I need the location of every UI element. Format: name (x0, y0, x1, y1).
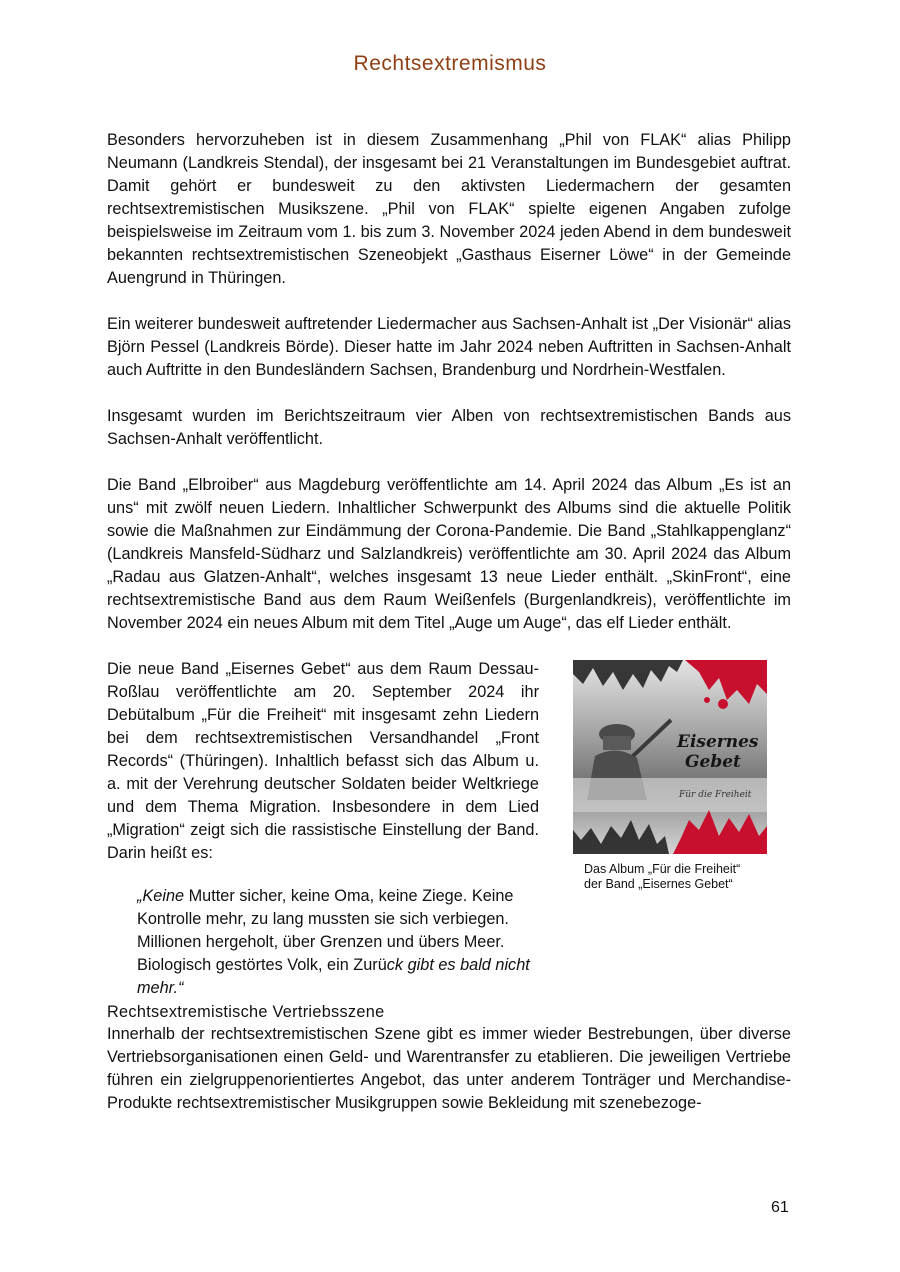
paragraph-bands-releases: Die Band „Elbroiber“ aus Magdeburg veröffentlichte am 14. April 2024 das Album „Es ist an uns“ mit zwölf neuen Liedern. Inhaltlicher Schwerpunkt des Albums sind die aktuelle Politik sowie die Maßnahmen zur Eindämmung der Corona-Pandemie. Die Band „Stahlkappenglanz“ (Landkreis Mansfeld-Südharz und Salzlandkreis) veröffentlichte am 30. April 2024 das Album „Radau aus Glatzen-Anhalt“, welches insgesamt 13 neue Lieder enthält. „SkinFront“, eine rechtsextremistische Band aus dem Raum Weißenfels (Burgenlandkreis), veröffentlichte im November 2024 ein neues Album mit dem Titel „Auge um Auge“, das elf Lieder enthält. (107, 476, 791, 632)
quote-close: ck gibt es bald nicht mehr.“ (137, 956, 530, 997)
caption-line-1: Das Album „Für die Freiheit“ (584, 862, 741, 876)
album-title-text: Für die Freiheit (679, 790, 752, 800)
quote-open: „Keine (137, 887, 185, 905)
album-logo-eisernes: Eisernes (677, 732, 759, 752)
album-cover-image (573, 660, 767, 854)
paragraph-alben-summary: Insgesamt wurden im Berichtszeitraum vier Alben von rechtsextremistischen Bands aus Sachsen-Anhalt veröffentlicht. (107, 407, 791, 448)
song-quote (137, 885, 567, 1000)
section-heading: Rechtsextremistische Vertriebsszene (107, 1003, 385, 1021)
paragraph-der-visionaer: Ein weiterer bundesweit auftretender Liedermacher aus Sachsen-Anhalt ist „Der Visionär“ alias Björn Pessel (Landkreis Börde). Dieser hatte im Jahr 2024 neben Auftritten in Sachsen-Anhalt auch Auftritte in den Bundesländern Sachsen, Brandenburg und Nordrhein-Westfalen. (107, 315, 791, 379)
paragraph-vertriebsszene: Innerhalb der rechtsextremistischen Szene gibt es immer wieder Bestrebungen, über diverse Vertriebsorganisationen einen Geld- und Warentransfer zu etablieren. Die jeweiligen Vertriebe führen ein zielgruppenorientiertes Angebot, das unter anderem Tonträger und Merchandise-Produkte rechtsextremistischer Musikgruppen sowie Bekleidung mit szenebezoge- (107, 1025, 791, 1112)
paragraph-phil-von-flak: Besonders hervorzuheben ist in diesem Zusammenhang „Phil von FLAK“ alias Philipp Neumann (Landkreis Stendal), der insgesamt bei 21 Veranstaltungen im Bundesgebiet auftrat. Damit gehört er bundesweit zu den aktivsten Liedermachern der gesamten rechtsextremistischen Musikszene. „Phil von FLAK“ spielte eigenen Angaben zufolge beispielsweise im Zeitraum vom 1. bis zum 3. November 2024 jeden Abend in dem bundesweit bekannten rechtsextremistischen Szeneobjekt „Gasthaus Eiserner Löwe“ in der Gemeinde Auengrund in Thüringen. (107, 131, 791, 287)
quote-middle: Mutter sicher, keine Oma, keine Ziege. Keine Kontrolle mehr, zu lang mussten sie sich verbiegen. Millionen hergeholt, über Grenzen und übers Meer. Biologisch gestörtes Volk, ein Zurü (137, 887, 514, 974)
paragraph-eisernes-gebet: Die neue Band „Eisernes Gebet“ aus dem Raum Dessau-Roßlau veröffentlichte am 20. September 2024 ihr Debütalbum „Für die Freiheit“ mit insgesamt zehn Liedern bei dem rechtsextremistischen Versandhandel „Front Records“ (Thüringen). Inhaltlich befasst sich das Album u. a. mit der Verehrung deutscher Soldaten beider Weltkriege und dem Thema Migration. Insbesondere in dem Lied „Migration“ zeigt sich die rassistische Einstellung der Band. Darin heißt es: (107, 660, 539, 862)
figure-caption (584, 862, 784, 892)
album-logo-gebet: Gebet (685, 752, 741, 772)
page-number: 61 (771, 1199, 789, 1216)
caption-line-2: der Band „Eisernes Gebet“ (584, 877, 733, 891)
page-header: Rechtsextremismus (353, 52, 547, 75)
